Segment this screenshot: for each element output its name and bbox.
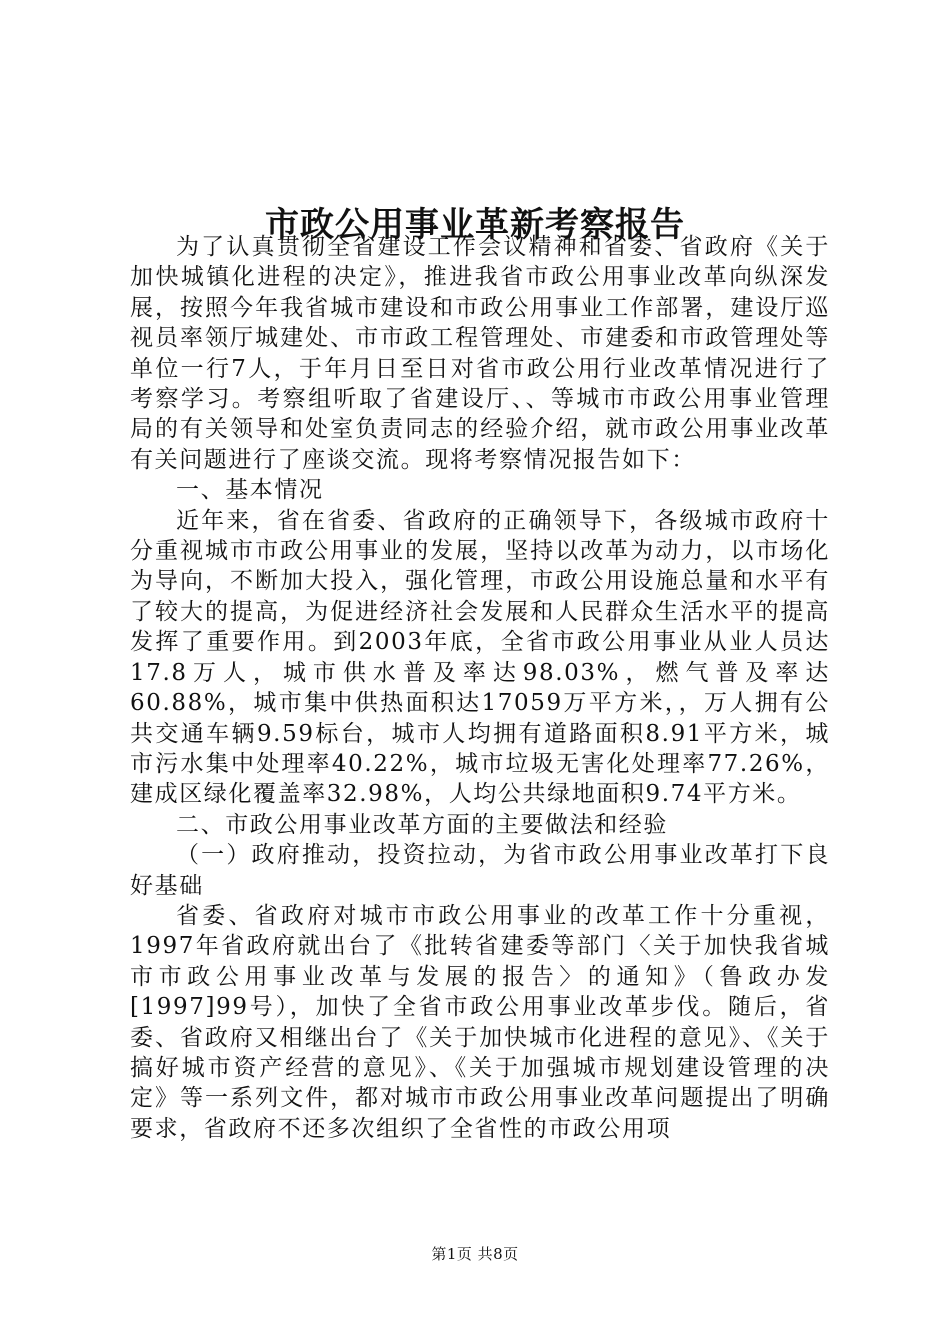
paragraph-government: 省委、省政府对城市市政公用事业的改革工作十分重视，1997年省政府就出台了《批转省建委等部门〈关于加快我省城市市政公用事业改革与发展的报告〉的通知》（鲁政办发[1997]99号），加快了全省市政公用事业改革步伐。随后，省委、省政府又相继出台了《关于加快城市化进程的意见》、《关于搞好城市资产经营的意见》、《关于加强城市规划建设管理的决定》等一系列文件，都对城市市政公用事业改革问题提出了明确要求，省政府不还多次组织了全省性的市政公用项 xyxy=(130,902,830,1142)
section-heading-practices: 二、市政公用事业改革方面的主要做法和经验 xyxy=(176,811,668,838)
paragraph-basic-situation: 近年来，省在省委、省政府的正确领导下，各级城市政府十分重视城市市政公用事业的发展，坚持以改革为动力，以市场化为导向，不断加大投入，强化管理，市政公用设施总量和水平有了较大的提高，为促进经济社会发展和人民群众生活水平的提高发挥了重要作用。到2003年底，全省市政公用事业从业人员达17.8万人，城市供水普及率达98.03%，燃气普及率达60.88%，城市集中供热面积达17059万平方米，，万人拥有公共交通车辆9.59标台，城市人均拥有道路面积8.91平方米，城市污水集中处理率40.22%，城市垃圾无害化处理率77.26%，建成区绿化覆盖率32.98%，人均公共绿地面积9.74平方米。 xyxy=(130,507,830,808)
page-title: 市政公用事业革新考察报告 xyxy=(265,204,685,245)
subsection-heading-government: （一）政府推动，投资拉动，为省市政公用事业改革打下良好基础 xyxy=(130,842,830,899)
page-footer: 第1页 共8页 xyxy=(431,1245,519,1263)
document-body xyxy=(130,232,830,1144)
section-heading-basic: 一、基本情况 xyxy=(176,477,324,504)
paragraph-intro: 为了认真贯彻全省建设工作会议精神和省委、省政府《关于加快城镇化进程的决定》，推进我省市政公用事业改革向纵深发展，按照今年我省城市建设和市政公用事业工作部署，建设厅巡视员率领厅城建处、市市政工程管理处、市建委和市政管理处等单位一行7人，于年月日至日对省市政公用行业改革情况进行了考察学习。考察组听取了省建设厅、、等城市市政公用事业管理局的有关领导和处室负责同志的经验介绍，就市政公用事业改革有关问题进行了座谈交流。现将考察情况报告如下： xyxy=(130,234,830,473)
